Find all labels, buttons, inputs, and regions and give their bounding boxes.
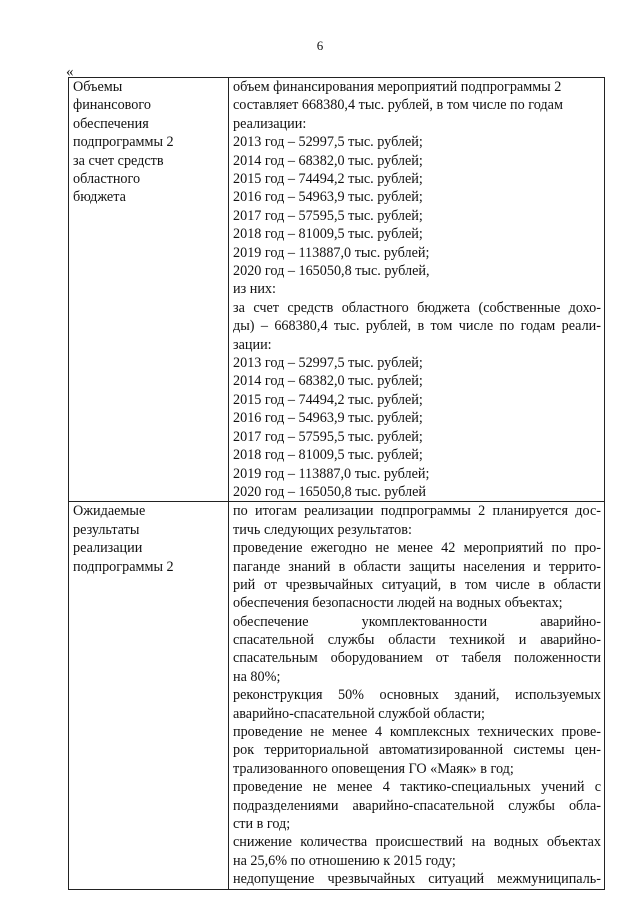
financing-text-line: 2019 год – 113887,0 тыс. рублей; (233, 465, 430, 482)
results-content (233, 502, 601, 888)
financing-text-line: из них: (233, 281, 276, 298)
results-label-line: реализации (73, 540, 143, 557)
results-text-line: рок территориальной автоматизированной системы цен- (233, 742, 601, 759)
results-text-line: проведение не менее 4 комплексных технических прове- (233, 724, 601, 741)
financing-text-line: 2015 год – 74494,2 тыс. рублей; (233, 171, 423, 188)
results-text-line: реконструкция 50% основных зданий, используемых (233, 687, 601, 704)
results-text-line: трализованного оповещения ГО «Маяк» в год; (233, 760, 514, 777)
results-text-line: тичь следующих результатов: (233, 521, 412, 538)
financing-text-line: 2018 год – 81009,5 тыс. рублей; (233, 447, 423, 464)
financing-content-cell (229, 78, 605, 502)
results-content-cell (229, 502, 605, 889)
results-text-line: на 25,6% по отношению к 2015 году; (233, 852, 456, 869)
results-label-line: подпрограммы 2 (73, 558, 174, 575)
financing-text-line: 2017 год – 57595,5 тыс. рублей; (233, 207, 423, 224)
financing-text-line: ды) – 668380,4 тыс. рублей, в том числе по годам реали- (233, 318, 601, 335)
financing-text-line: 2019 год – 113887,0 тыс. рублей; (233, 244, 430, 261)
financing-text-line: 2016 год – 54963,9 тыс. рублей; (233, 189, 423, 206)
results-text-line: паганде знаний в области защиты населения и террито- (233, 558, 601, 575)
financing-text-line: 2015 год – 74494,2 тыс. рублей; (233, 391, 423, 408)
financing-label-line: подпрограммы 2 (73, 134, 174, 151)
financing-label-line: финансового (73, 97, 151, 114)
results-label-line: результаты (73, 521, 140, 538)
financing-label-line: бюджета (73, 189, 126, 206)
results-row (69, 502, 605, 889)
results-text-line: подразделениями аварийно-спасательной службы обла- (233, 797, 601, 814)
financing-content (233, 78, 601, 501)
financing-text-line: реализации: (233, 115, 307, 132)
financing-label-line: Объемы (73, 79, 123, 95)
financing-label-cell (69, 78, 229, 502)
subprogram-passport-table (68, 77, 605, 890)
results-text-line: проведение ежегодно не менее 42 мероприятий по про- (233, 540, 601, 557)
financing-label-line: областного (73, 171, 141, 188)
results-text-line: спасательной службы области техникой и аварийно- (233, 632, 601, 649)
results-text-line: проведение не менее 4 тактико-специальных учений с (233, 779, 601, 796)
results-text-line: снижение количества происшествий на водных объектах (233, 834, 601, 851)
financing-text-line: 2013 год – 52997,5 тыс. рублей; (233, 355, 423, 372)
financing-label-line: за счет средств (73, 152, 164, 169)
results-text-line: аварийно-спасательной службой области; (233, 705, 485, 722)
results-label (73, 502, 225, 576)
results-text-line: по итогам реализации подпрограммы 2 планируется дос- (233, 503, 601, 520)
results-text-line: обеспечения безопасности людей на водных объектах; (233, 595, 563, 612)
financing-text-line: 2014 год – 68382,0 тыс. рублей; (233, 152, 423, 169)
page-number: 6 (316, 38, 324, 53)
results-text-line: сти в год; (233, 816, 291, 833)
financing-text-line: зации: (233, 336, 272, 353)
financing-text-line: 2014 год – 68382,0 тыс. рублей; (233, 373, 423, 390)
results-text-line: недопущение чрезвычайных ситуаций межмуниципаль- (233, 871, 601, 888)
financing-text-line: 2013 год – 52997,5 тыс. рублей; (233, 134, 423, 151)
financing-text-line: 2020 год – 165050,8 тыс. рублей, (233, 263, 430, 280)
results-label-line: Ожидаемые (73, 503, 146, 520)
results-label-cell (69, 502, 229, 889)
financing-text-line: 2018 год – 81009,5 тыс. рублей; (233, 226, 423, 243)
financing-text-line: объем финансирования мероприятий подпрограммы 2 (233, 79, 562, 95)
financing-text-line: 2017 год – 57595,5 тыс. рублей; (233, 428, 423, 445)
results-text-line: на 80%; (233, 668, 281, 685)
opening-quote-mark: « (66, 64, 74, 80)
financing-text-line: составляет 668380,4 тыс. рублей, в том числе по годам (233, 97, 563, 114)
financing-label (73, 78, 225, 207)
results-text-line: обеспечение укомплектованности аварийно- (233, 613, 601, 630)
financing-text-line: 2016 год – 54963,9 тыс. рублей; (233, 410, 423, 427)
results-text-line: спасательным оборудованием от табеля положенности (233, 650, 601, 667)
financing-text-line: 2020 год – 165050,8 тыс. рублей (233, 483, 426, 500)
financing-row (69, 78, 605, 502)
results-text-line: рий от чрезвычайных ситуаций, в том числе в области (233, 576, 601, 593)
financing-label-line: обеспечения (73, 115, 149, 132)
financing-text-line: за счет средств областного бюджета (собственные дохо- (233, 299, 601, 316)
